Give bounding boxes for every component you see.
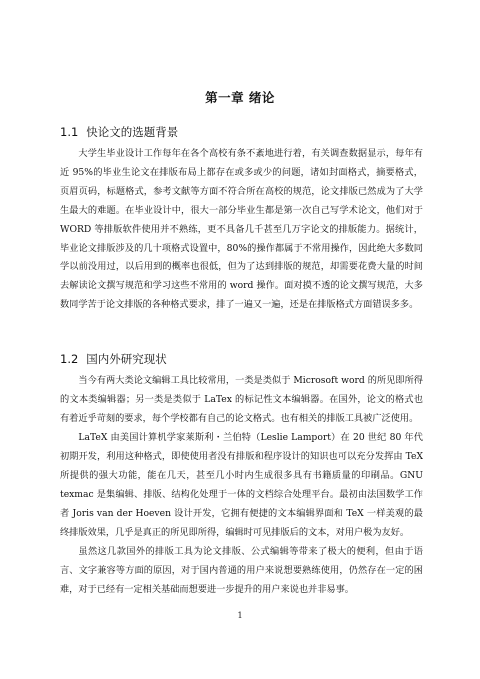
paragraph: 当今有两大类论文编辑工具比较常用，一类是类似于 Microsoft word 的所见即所得的文本类编辑器；另一类是类似于 LaTex 的标记性文本编辑器。在国外，论文的格式也有着近乎苛刻的要求，每个学校都有自己的论文格式。也有相关的排版工具被广泛使用。 <box>60 375 423 424</box>
paragraph: 大学生毕业设计工作每年在各个高校有条不紊地进行着，有关调查数据显示，每年有近 95%的毕业生论文在排版布局上都存在或多或少的问题，诸如封面格式，摘要格式，页眉页码，标题格式，参考文献等方面不符合所在高校的规范，论文排版已然成为了大学生最大的难题。在毕业设计中，很大一部分毕业生都是第一次自己写学术论文，他们对于 WORD 等排版软件使用并不熟练，更不具备几千甚至几万字论文的排版能力。据统计，毕业论文排版涉及的几十项格式设置中，80%的操作都属于不常用操作，因此绝大多数同学以前没用过，以后用到的概率也很低，但为了达到排版的规范，却需要花费大量的时间去解读论文撰写规范和学习这些不常用的 word 操作。面对摸不透的论文撰写规范，大多数同学苦于论文排版的各种格式要求，排了一遍又一遍，还是在排版格式方面错误多多。 <box>60 148 423 311</box>
page-number: 1 <box>237 611 243 620</box>
paragraph: 虽然这几款国外的排版工具为论文排版、公式编辑等带来了极大的便利，但由于语言、文字兼容等方面的原因，对于国内普通的用户来说想要熟练使用，仍然存在一定的困难，对于已经有一定相关基础而想要进一步提升的用户来说也并非易事。 <box>60 546 423 595</box>
paragraph: LaTeX 由美国计算机学家莱斯利・兰伯特（Leslie Lamport）在 20 世纪 80 年代初期开发，利用这种格式，即使使用者没有排版和程序设计的知识也可以充分发挥由 TeX 所提供的强大功能，能在几天，甚至几小时内生成很多具有书籍质量的印刷品。GNU texmac 是集编辑、排版、结构化处理于一体的文档综合处理平台。最初由法国数学工作者 Joris van der Hoeven 设计开发，它拥有便捷的文本编辑界面和 TeX 一样美观的最终排版效果，几乎是真正的所见即所得，编辑时可见排版后的文本，对用户极为友好。 <box>60 432 423 538</box>
section-heading-1 <box>60 124 178 140</box>
section-heading-2 <box>60 351 167 367</box>
section-number: 1.1 <box>60 125 79 139</box>
chapter-title: 第一章 绪论 <box>205 90 275 105</box>
section-number: 1.2 <box>60 352 79 366</box>
section-title: 快论文的选题背景 <box>86 125 179 139</box>
section-title: 国内外研究现状 <box>86 352 167 366</box>
